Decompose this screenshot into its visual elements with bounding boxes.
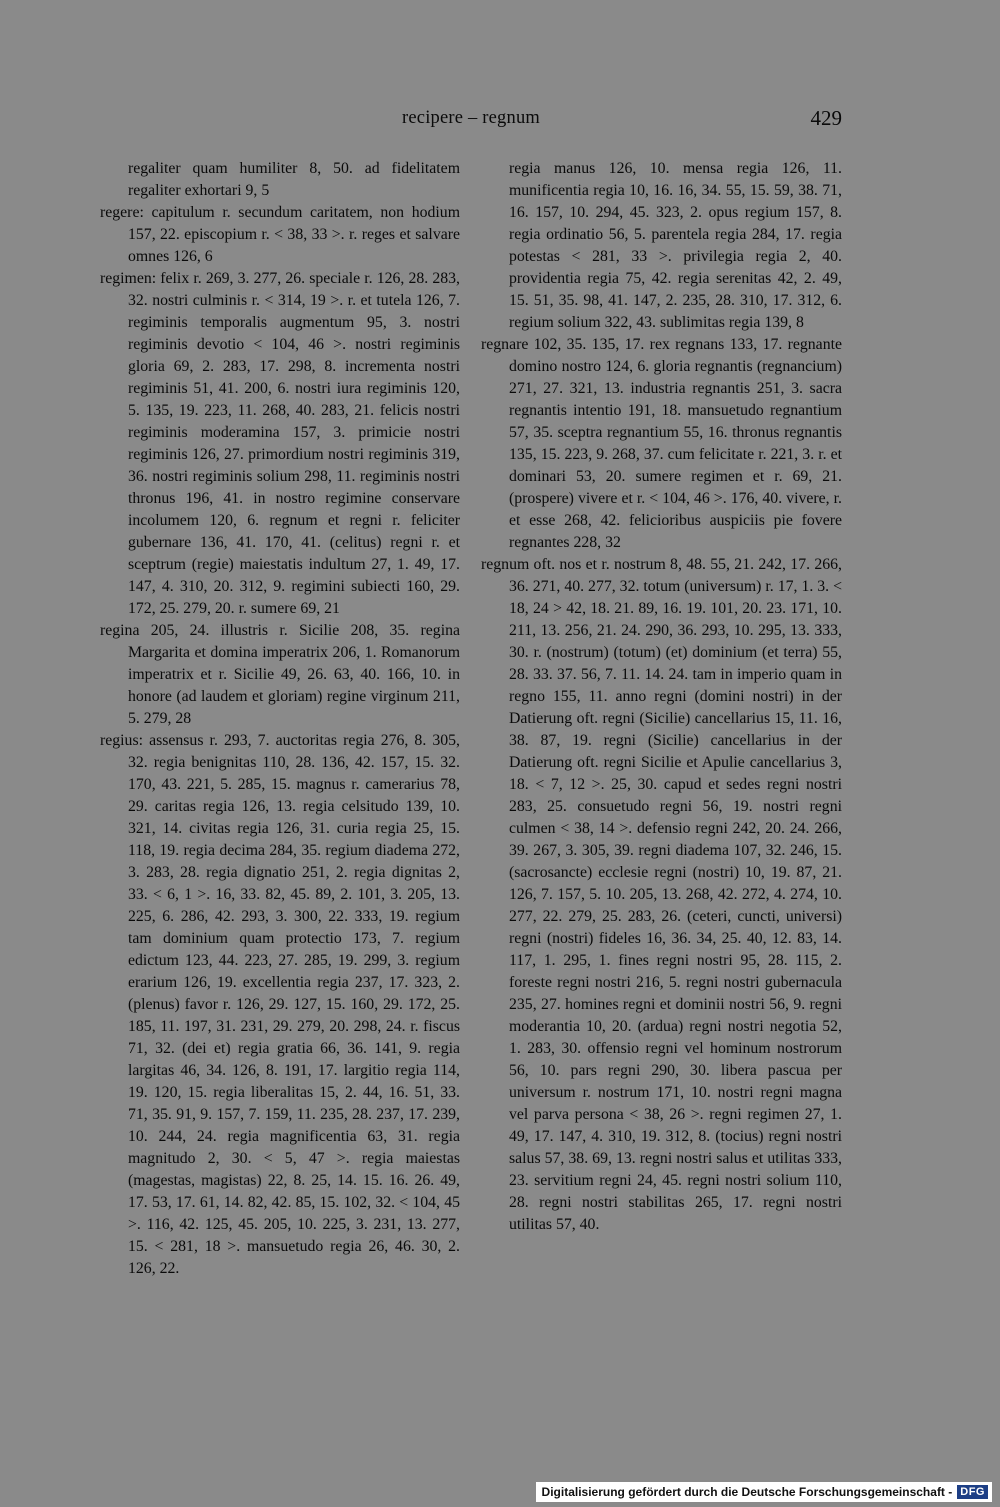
right-column: [481, 158, 842, 1236]
footer-text: Digitalisierung gefördert durch die Deutsche Forschungsgemeinschaft -: [541, 1485, 953, 1499]
index-entry: regere: capitulum r. secundum caritatem, non hodium 157, 22. episcopium r. < 38, 33 >. r. reges et salvare omnes 126, 6: [100, 204, 460, 265]
running-title: recipere – regnum: [402, 108, 540, 128]
index-entry: regnare 102, 35. 135, 17. rex regnans 133, 17. regnante domino nostro 124, 6. gloria regnantis (regnancium) 271, 27. 321, 13. industria regnantis 251, 3. sacra regnantis intentio 191, 18. mansuetudo regnantium 57, 35. sceptra regnantium 55, 16. thronus regnantis 135, 15. 223, 9. 268, 37. cum felicitate r. 221, 3. r. et dominari 53, 20. sumere regimen et r. 69, 21. (prospere) vivere et r. < 104, 46 >. 176, 40. vivere, r. et esse 268, 42. felicioribus auspiciis pie fovere regnantes 228, 32: [481, 336, 842, 551]
index-entry: regnum oft. nos et r. nostrum 8, 48. 55, 21. 242, 17. 266, 36. 271, 40. 277, 32. totum (universum) r. 17, 1. 3. < 18, 24 > 42, 18. 21. 89, 16. 19. 101, 20. 23. 171, 10. 211, 13. 256, 21. 24. 290, 36. 293, 10. 295, 13. 333, 30. r. (nostrum) (totum) (et) dominium (et terra) 55, 28. 33. 37. 56, 7. 11. 14. 24. tam in imperio quam in regno 155, 11. anno regni (domini nostri) in der Datierung oft. regni (Sicilie) cancellarius 15, 11. 16, 38. 87, 19. regni (Sicilie) cancellarius in der Datierung oft. regni Sicilie et Apulie cancellarius 3, 18. < 7, 12 >. 25, 30. capud et sedes regni nostri 283, 25. consuetudo regni 56, 19. nostri regni culmen < 38, 14 >. defensio regni 242, 20. 24. 266, 39. 267, 3. 305, 39. regni diadema 107, 32. 246, 15. (sacrosancte) ecclesie regni (nostri) 10, 19. 87, 21. 126, 7. 157, 5. 10. 205, 13. 268, 42. 272, 4. 274, 10. 277, 22. 279, 25. 283, 26. (ceteri, cuncti, universi) regni (nostri) fideles 16, 36. 34, 25. 40, 12. 83, 14. 117, 1. 295, 1. fines regni nostri 95, 28. 115, 2. foreste regni nostri 216, 5. regni nostri gubernacula 235, 27. homines regni et dominii nostri 56, 9. regni moderantia 10, 20. (ardua) regni nostri negotia 52, 1. 283, 30. offensio regni vel hominum nostrorum 56, 10. pars regni 290, 30. libera pascua per universum r. nostrum 171, 10. nostri regni magna vel parva persona < 38, 26 >. regni regimen 27, 1. 49, 17. 147, 4. 310, 19. 312, 8. (tocius) regni nostri salus 57, 38. 69, 13. regni nostri salus et utilitas 333, 23. servitium regni 24, 45. regni nostri solium 110, 28. regni nostri stabilitas 265, 17. regni nostri utilitas 57, 40.: [481, 556, 842, 1233]
dfg-logo: DFG: [957, 1485, 988, 1499]
index-entry: regaliter quam humiliter 8, 50. ad fidelitatem regaliter exhortari 9, 5: [128, 160, 460, 199]
index-entry: regius: assensus r. 293, 7. auctoritas regia 276, 8. 305, 32. regia benignitas 110, 28. 136, 42. 157, 15. 32. 170, 43. 221, 5. 285, 15. magnus r. camerarius 78, 29. caritas regia 126, 13. regia celsitudo 139, 10. 321, 14. civitas regia 126, 31. curia regia 25, 15. 118, 19. regia decima 284, 35. regium diadema 272, 3. 283, 28. regia dignatio 251, 2. regia dignitas 2, 33. < 6, 1 >. 16, 33. 82, 45. 89, 2. 101, 3. 205, 13. 225, 6. 286, 42. 293, 3. 300, 22. 333, 19. regium tam dominium quam protectio 173, 7. regium edictum 123, 44. 223, 27. 285, 19. 299, 3. regium erarium 126, 19. excellentia regia 237, 17. 323, 2. (plenus) favor r. 126, 29. 127, 15. 160, 29. 172, 25. 185, 11. 197, 31. 231, 29. 279, 20. 298, 24. r. fiscus 71, 32. (dei et) regia gratia 66, 36. 141, 9. regia largitas 46, 34. 126, 8. 191, 17. largitio regia 114, 19. 120, 15. regia liberalitas 15, 2. 44, 16. 51, 33. 71, 35. 91, 9. 157, 7. 159, 11. 235, 28. 237, 17. 239, 10. 244, 24. regia magnificentia 63, 31. regia magnitudo 2, 30. < 5, 47 >. regia maiestas (magestas, magistas) 22, 8. 25, 14. 15. 16. 26. 49, 17. 53, 17. 61, 14. 82, 42. 85, 15. 102, 32. < 104, 45 >. 116, 42. 125, 45. 205, 10. 225, 3. 231, 13. 277, 15. < 281, 18 >. mansuetudo regia 26, 46. 30, 2. 126, 22.: [100, 732, 460, 1277]
index-entry: regimen: felix r. 269, 3. 277, 26. speciale r. 126, 28. 283, 32. nostri culminis r. < 314, 19 >. r. et tutela 126, 7. regiminis temporalis augmentum 95, 3. nostri regiminis devotio < 104, 46 >. nostri regiminis gloria 69, 2. 283, 17. 298, 8. incrementa nostri regiminis 51, 41. 200, 6. nostri iura regiminis 120, 5. 135, 19. 223, 11. 268, 40. 283, 21. felicis nostri regiminis moderamina 157, 3. primicie nostri regiminis 126, 27. primordium nostri regiminis 319, 36. nostri regiminis solium 298, 11. regiminis nostri thronus 196, 41. in nostro regimine conservare incolumem 120, 6. regnum et regni r. feliciter gubernare 136, 41. 170, 41. (celitus) regni r. et sceptrum (regie) maiestatis indultum 27, 1. 49, 17. 147, 4. 310, 20. 312, 9. regimini subiecti 160, 29. 172, 25. 279, 20. r. sumere 69, 21: [100, 270, 460, 617]
digitization-credit: [536, 1482, 992, 1502]
page-number: 429: [810, 106, 842, 130]
page-header: [100, 108, 842, 138]
index-entry: regina 205, 24. illustris r. Sicilie 208, 35. regina Margarita et domina imperatrix 206, 1. Romanorum imperatrix et r. Sicilie 49, 26. 63, 40. 166, 10. in honore (ad laudem et gloriam) regine virginum 211, 5. 279, 28: [100, 622, 460, 727]
left-column: [100, 158, 460, 1280]
index-entry: regia manus 126, 10. mensa regia 126, 11. munificentia regia 10, 16. 16, 34. 55, 15. 59, 38. 71, 16. 157, 10. 294, 45. 323, 2. opus regium 157, 8. regia ordinatio 56, 5. parentela regia 284, 17. regia potestas < 281, 33 >. privilegia regia 2, 40. providentia regia 75, 42. regia serenitas 42, 2. 49, 15. 51, 35. 98, 41. 147, 2. 235, 28. 310, 17. 312, 6. regium solium 322, 43. sublimitas regia 139, 8: [509, 160, 842, 331]
